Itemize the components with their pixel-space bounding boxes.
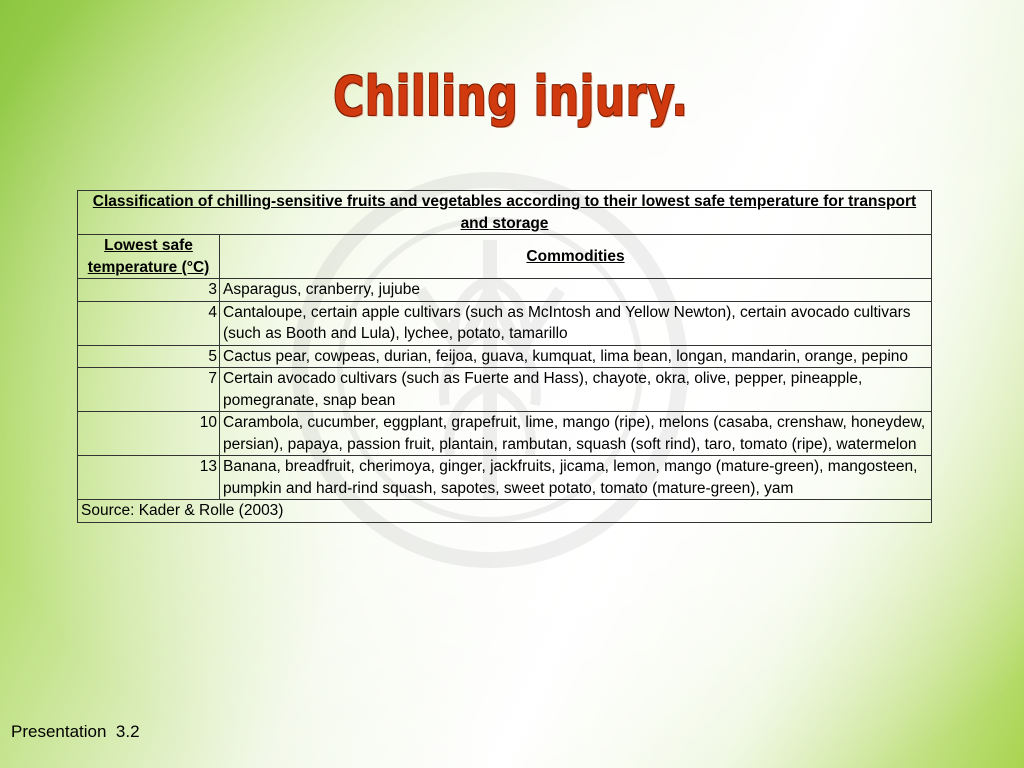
commodities-cell: Certain avocado cultivars (such as Fuerte and Hass), chayote, okra, olive, pepper, pineapple, pomegranate, snap bean <box>220 368 932 412</box>
slide-footer: Presentation 3.2 <box>11 722 140 741</box>
temp-cell: 10 <box>78 412 220 456</box>
table-row <box>78 345 932 368</box>
table-row <box>78 301 932 345</box>
slide-title: Chilling injury. <box>333 65 689 128</box>
commodities-cell: Banana, breadfruit, cherimoya, ginger, jackfruits, jicama, lemon, mango (mature-green), mangosteen, pumpkin and hard-rind squash, sapotes, sweet potato, tomato (mature-green), yam <box>220 456 932 500</box>
commodities-cell: Cantaloupe, certain apple cultivars (such as McIntosh and Yellow Newton), certain avocado cultivars (such as Booth and Lula), lychee, potato, tamarillo <box>220 301 932 345</box>
table-row <box>78 456 932 500</box>
header-temperature-label: Lowest safe temperature (°C) <box>87 237 210 276</box>
table-row <box>78 412 932 456</box>
commodities-cell: Cactus pear, cowpeas, durian, feijoa, guava, kumquat, lima bean, longan, mandarin, orange, pepino <box>220 345 932 368</box>
source-note: Source: Kader & Rolle (2003) <box>78 500 932 523</box>
temp-cell: 4 <box>78 301 220 345</box>
header-commodities: Commodities <box>220 235 932 279</box>
chilling-table <box>77 190 932 523</box>
table-row <box>78 368 932 412</box>
commodities-cell: Asparagus, cranberry, jujube <box>220 279 932 302</box>
commodities-cell: Carambola, cucumber, eggplant, grapefruit, lime, mango (ripe), melons (casaba, crenshaw, honeydew, persian), papaya, passion fruit, plantain, rambutan, squash (soft rind), taro, tomato (ripe), watermelon <box>220 412 932 456</box>
temp-cell: 5 <box>78 345 220 368</box>
temp-cell: 7 <box>78 368 220 412</box>
temp-cell: 13 <box>78 456 220 500</box>
table-header-row <box>78 235 932 279</box>
table-row <box>78 279 932 302</box>
temp-cell: 3 <box>78 279 220 302</box>
header-temperature <box>78 235 220 279</box>
table-source-row <box>78 500 932 523</box>
table-caption: Classification of chilling-sensitive fruits and vegetables according to their lowest safe temperature for transport and storage <box>78 191 932 235</box>
table-caption-row <box>78 191 932 235</box>
